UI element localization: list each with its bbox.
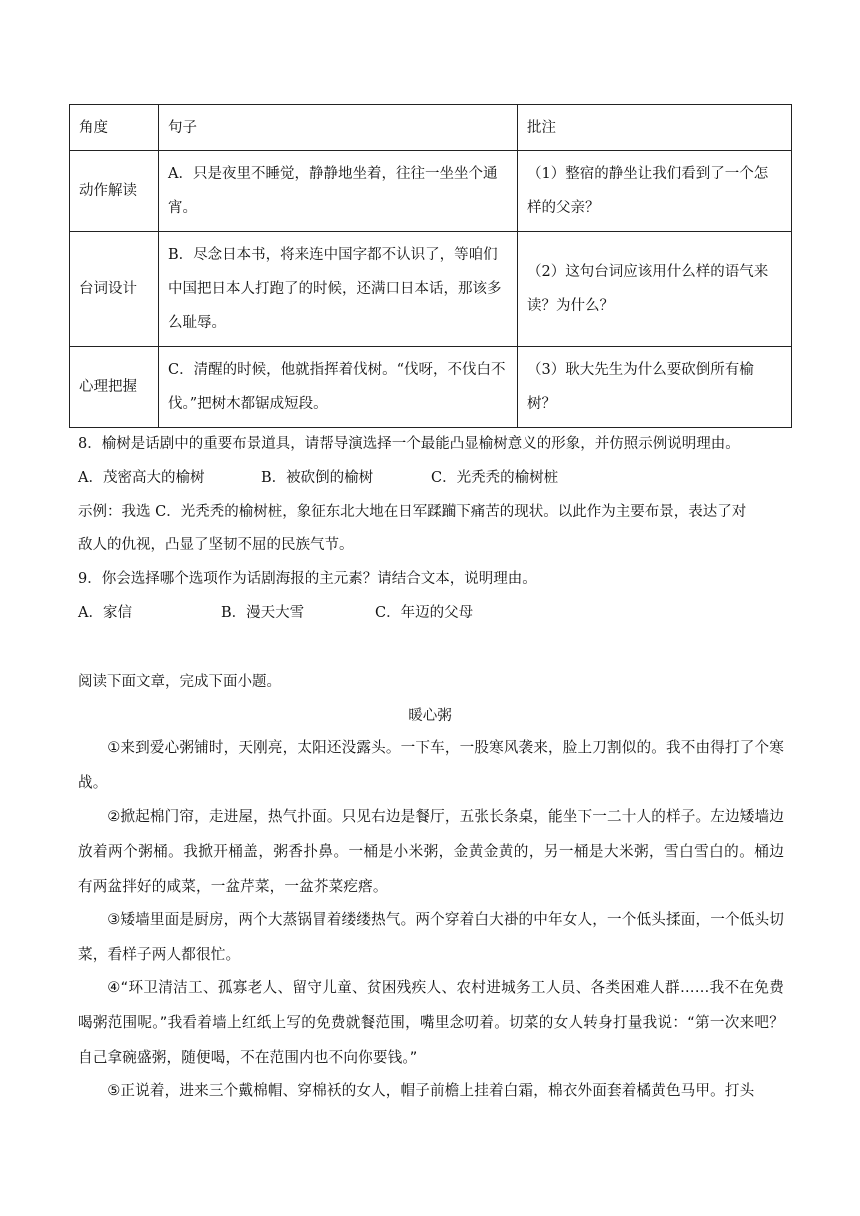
note-cell: （1）整宿的静坐让我们看到了一个怎样的父亲？ [518,151,792,232]
q9-option-b: B．漫天大雪 [221,605,305,621]
article-paragraph-3: ③矮墙里面是厨房，两个大蒸锅冒着缕缕热气。两个穿着白大褂的中年女人，一个低头揉面，一个低头切菜，看样子两人都很忙。 [78,911,784,963]
article-paragraph-1: ①来到爱心粥铺时，天刚亮，太阳还没露头。一下车，一股寒风袭来，脸上刀割似的。我不由得打了个寒战。 [78,739,784,791]
note-cell: （2）这句台词应该用什么样的语气来读？为什么？ [518,232,792,347]
question-9-stem: 9．你会选择哪个选项作为话剧海报的主元素？请结合文本，说明理由。 [78,571,537,587]
article-title: 暖心粥 [408,708,452,724]
angle-cell: 动作解读 [70,151,159,232]
q8-option-c: C．光秃秃的榆树桩 [431,470,559,486]
article-paragraph-2: ②掀起棉门帘，走进屋，热气扑面。只见右边是餐厅，五张长条桌，能坐下一二十人的样子。左边矮墙边放着两个粥桶。我掀开桶盖，粥香扑鼻。一桶是小米粥，金黄金黄的，另一桶是大米粥，雪白雪白的。桶边有两盆拌好的咸菜，一盆芹菜，一盆芥菜疙瘩。 [78,808,784,895]
table-row [70,232,792,347]
q9-option-a: A．家信 [78,605,132,621]
note-cell: （3）耿大先生为什么要砍倒所有榆树？ [518,347,792,428]
q8-example-line-1: 示例：我选 C．光秃秃的榆树桩，象征东北大地在日军蹂躏下痛苦的现状。以此作为主要布景，表达了对 [78,504,747,520]
angle-cell: 台词设计 [70,232,159,347]
question-8-stem: 8．榆树是话剧中的重要布景道具，请帮导演选择一个最能凸显榆树意义的形象，并仿照示例说明理由。 [78,436,740,452]
angle-cell: 心理把握 [70,347,159,428]
annotation-table [69,104,792,428]
table-header-cell: 角度 [70,105,159,151]
sentence-cell: B．尽念日本书，将来连中国字都不认识了，等咱们中国把日本人打跑了的时候，还满口日本话，那该多么耻辱。 [159,232,518,347]
q8-example-line-2: 敌人的仇视，凸显了坚韧不屈的民族气节。 [78,537,354,553]
table-row [70,347,792,428]
q8-option-b: B．被砍倒的榆树 [261,470,374,486]
table-row [70,151,792,232]
table-header-cell: 批注 [518,105,792,151]
article-paragraph-4: ④“环卫清洁工、孤寡老人、留守儿童、贫困残疾人、农村进城务工人员、各类困难人群……我不在免费喝粥范围呢。”我看着墙上红纸上写的免费就餐范围，嘴里念叨着。切菜的女人转身打量我说：“第一次来吧？自己拿碗盛粥，随便喝，不在范围内也不向你要钱。” [78,979,784,1066]
q9-option-c: C．年迈的父母 [375,605,474,621]
reading-instruction: 阅读下面文章，完成下面小题。 [78,674,281,690]
article-paragraph-5: ⑤正说着，进来三个戴棉帽、穿棉袄的女人，帽子前檐上挂着白霜，棉衣外面套着橘黄色马甲。打头 [107,1082,755,1099]
q8-option-a: A．茂密高大的榆树 [78,470,205,486]
sentence-cell: C．清醒的时候，他就指挥着伐树。“伐呀，不伐白不伐。”把树木都锯成短段。 [159,347,518,428]
table-header-row [70,105,792,151]
sentence-cell: A．只是夜里不睡觉，静静地坐着，往往一坐坐个通宵。 [159,151,518,232]
table-header-cell: 句子 [159,105,518,151]
